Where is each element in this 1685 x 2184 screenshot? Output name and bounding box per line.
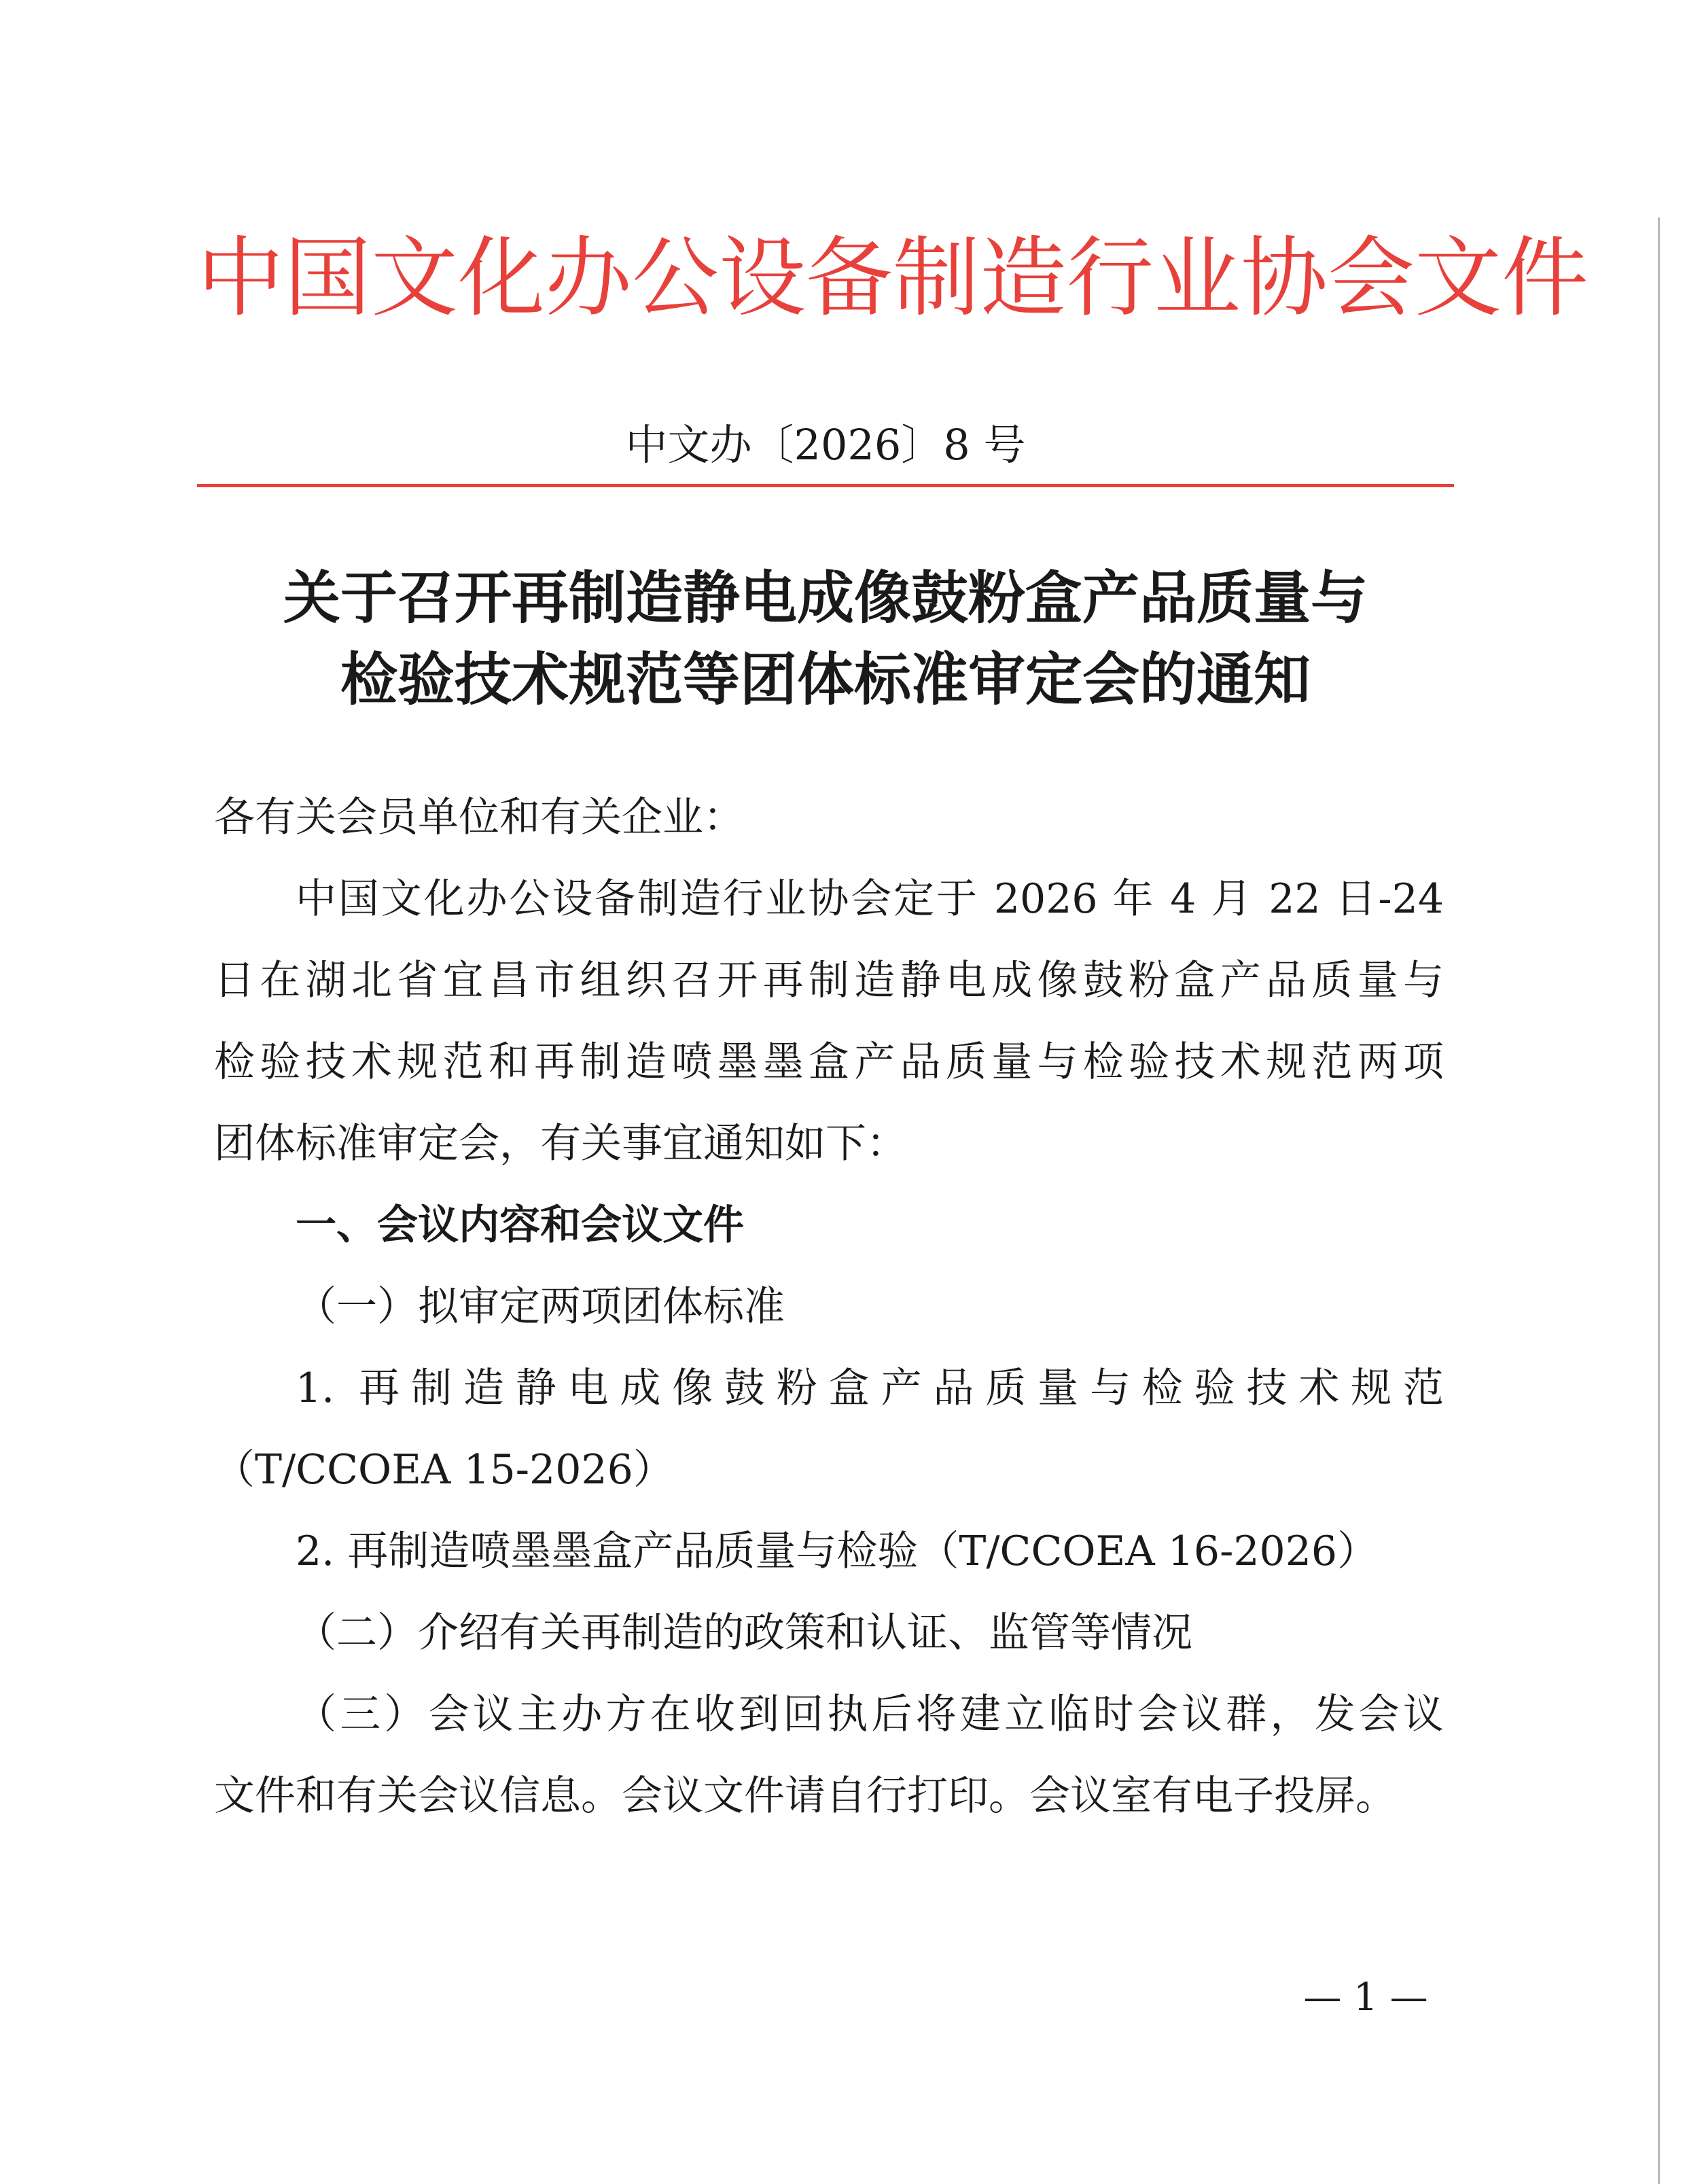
intro-line-3: 检验技术规范和再制造喷墨墨盒产品质量与检验技术规范两项 [214, 1038, 1444, 1086]
section-heading-1: 一、会议内容和会议文件 [296, 1201, 744, 1249]
salutation: 各有关会员单位和有关企业： [214, 794, 744, 841]
subsection-1: （一）拟审定两项团体标准 [296, 1283, 785, 1331]
red-divider-line [197, 484, 1454, 487]
intro-line-2: 日在湖北省宜昌市组织召开再制造静电成像鼓粉盒产品质量与 [214, 957, 1444, 1004]
standard-item-1-code: （T/CCOEA 15-2026） [214, 1446, 674, 1494]
notice-title-line-2: 检验技术规范等团体标准审定会的通知 [340, 646, 1311, 713]
document-number: 中文办〔2026〕8 号 [625, 420, 1026, 470]
page-edge-shadow [1658, 217, 1660, 2184]
standard-item-2: 2. 再制造喷墨墨盒产品质量与检验（T/CCOEA 16-2026） [296, 1528, 1379, 1575]
intro-line-1: 中国文化办公设备制造行业协会定于 2026 年 4 月 22 日-24 [296, 875, 1444, 923]
page-number: — 1 — [1303, 1975, 1428, 2020]
issuer-masthead: 中国文化办公设备制造行业协会文件 [197, 228, 1589, 329]
subsection-3-line-1: （三）会议主办方在收到回执后将建立临时会议群，发会议 [296, 1691, 1444, 1738]
intro-line-4: 团体标准审定会，有关事宜通知如下： [214, 1120, 907, 1167]
subsection-2: （二）介绍有关再制造的政策和认证、监管等情况 [296, 1609, 1192, 1657]
standard-item-1: 1. 再制造静电成像鼓粉盒产品质量与检验技术规范 [296, 1364, 1444, 1412]
notice-title-line-1: 关于召开再制造静电成像鼓粉盒产品质量与 [283, 564, 1368, 631]
subsection-3-line-2: 文件和有关会议信息。会议文件请自行打印。会议室有电子投屏。 [214, 1772, 1396, 1820]
